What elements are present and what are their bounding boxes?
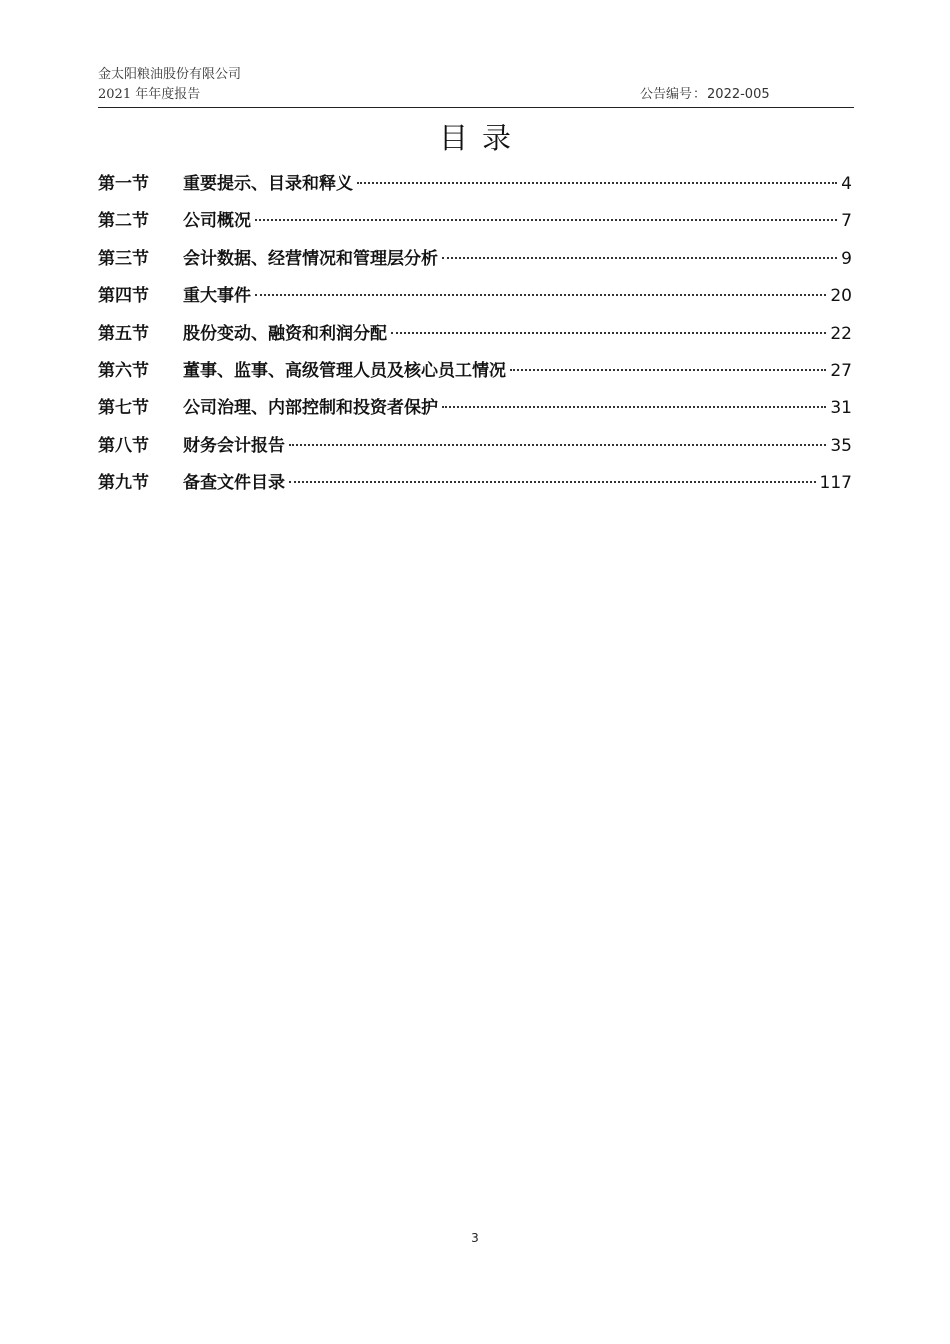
- toc-page-number: 31: [830, 398, 852, 419]
- toc-entry[interactable]: [98, 169, 852, 206]
- toc-section-title: 公司概况: [183, 211, 251, 232]
- page-header: [98, 66, 854, 108]
- table-of-contents: [98, 169, 852, 506]
- toc-dot-leader: [255, 294, 826, 296]
- announcement-separator: ：: [693, 87, 707, 102]
- toc-section-number: 第三节: [98, 248, 149, 269]
- toc-section-number: 第九节: [98, 473, 149, 494]
- toc-section-number: 第五节: [98, 323, 149, 344]
- announcement-value: 2022-005: [707, 87, 770, 102]
- toc-section-number: 第六节: [98, 360, 149, 381]
- announcement-label: 公告编号: [640, 87, 693, 102]
- toc-section-title: 股份变动、融资和利润分配: [183, 323, 387, 344]
- toc-dot-leader: [289, 444, 826, 446]
- toc-page-number: 117: [819, 473, 852, 494]
- toc-page-number: 22: [830, 323, 852, 344]
- toc-dot-leader: [391, 332, 826, 334]
- announcement-number: [640, 86, 770, 104]
- toc-page-number: 35: [830, 435, 852, 456]
- toc-section-number: 第四节: [98, 286, 149, 307]
- toc-page-number: 20: [830, 286, 852, 307]
- toc-entry[interactable]: [98, 431, 852, 468]
- toc-dot-leader: [442, 406, 826, 408]
- toc-section-number: 第一节: [98, 174, 149, 194]
- toc-dot-leader: [255, 219, 837, 221]
- toc-dot-leader: [510, 369, 826, 371]
- toc-section-title: 董事、监事、高级管理人员及核心员工情况: [183, 360, 506, 381]
- company-name: 金太阳粮油股份有限公司: [98, 67, 242, 82]
- toc-page-number: 4: [841, 174, 852, 194]
- toc-section-title: 重大事件: [183, 286, 251, 307]
- report-year: 2021 年年度报告: [98, 87, 201, 102]
- toc-entry[interactable]: [98, 319, 852, 356]
- toc-page-number: 7: [841, 211, 852, 232]
- toc-entry[interactable]: [98, 356, 852, 393]
- page-title: 目录: [438, 121, 525, 155]
- toc-entry[interactable]: [98, 281, 852, 318]
- toc-dot-leader: [442, 257, 837, 259]
- toc-entry[interactable]: [98, 468, 852, 505]
- toc-section-title: 财务会计报告: [183, 435, 285, 456]
- toc-section-title: 备查文件目录: [183, 473, 285, 494]
- toc-page-number: 27: [830, 360, 852, 381]
- toc-section-title: 重要提示、目录和释义: [183, 174, 353, 194]
- toc-section-title: 公司治理、内部控制和投资者保护: [183, 398, 438, 419]
- toc-section-number: 第七节: [98, 398, 149, 419]
- toc-section-number: 第八节: [98, 435, 149, 456]
- toc-entry[interactable]: [98, 393, 852, 430]
- toc-entry[interactable]: [98, 206, 852, 243]
- page-number: 3: [471, 1231, 479, 1245]
- toc-dot-leader: [357, 182, 837, 184]
- toc-dot-leader: [289, 481, 816, 483]
- toc-page-number: 9: [841, 248, 852, 269]
- toc-section-number: 第二节: [98, 211, 149, 232]
- toc-section-title: 会计数据、经营情况和管理层分析: [183, 248, 438, 269]
- toc-entry[interactable]: [98, 244, 852, 281]
